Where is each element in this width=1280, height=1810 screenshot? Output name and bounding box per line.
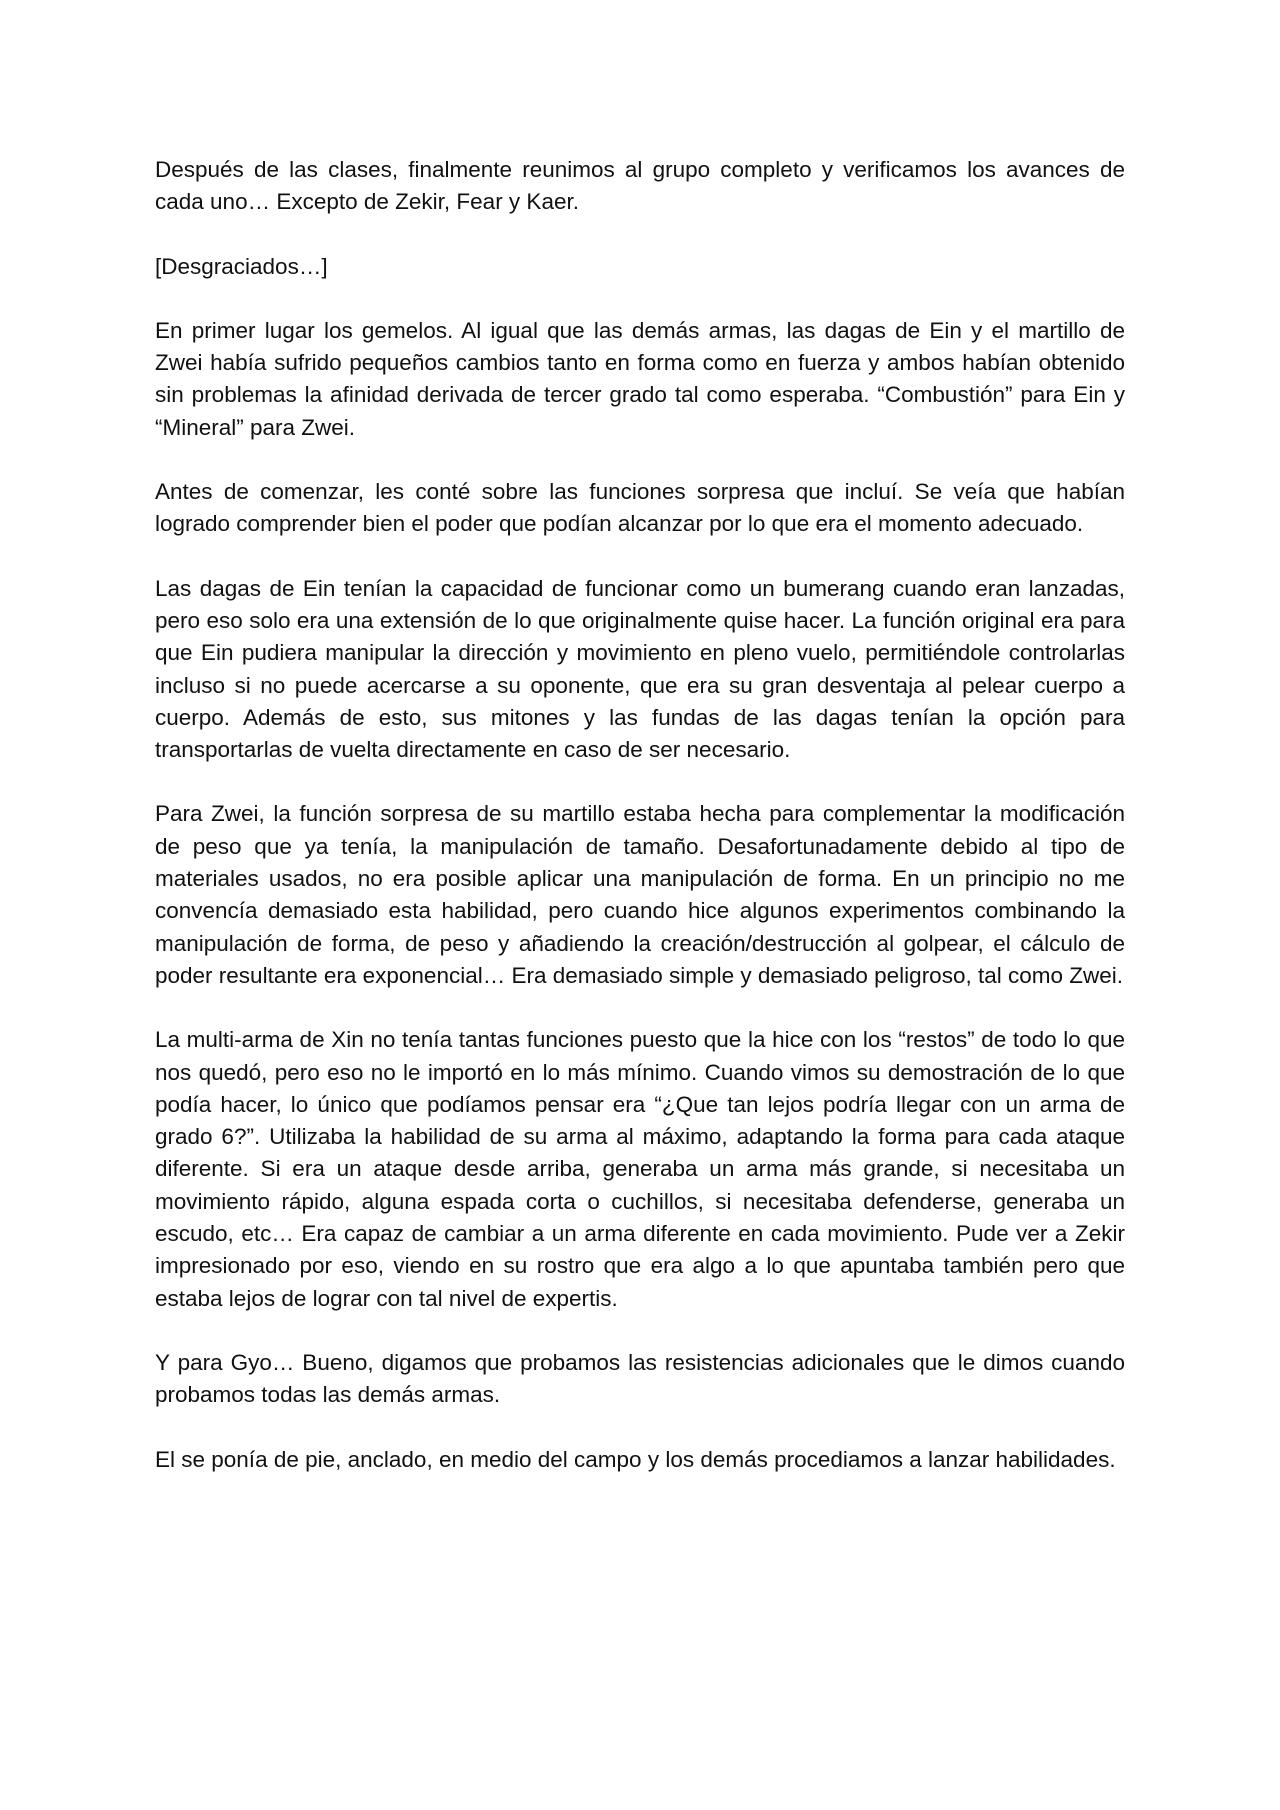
paragraph-9: El se ponía de pie, anclado, en medio del campo y los demás procediamos a lanzar habilidades. — [155, 1446, 1116, 1472]
paragraph-3: En primer lugar los gemelos. Al igual que las demás armas, las dagas de Ein y el martillo de Zwei había sufrido pequeños cambios tanto en forma como en fuerza y ambos habían obtenido sin problemas la afinidad derivada de tercer grado tal como esperaba. “Combustión” para Ein y “Mineral” para Zwei. — [155, 317, 1125, 440]
paragraph-6: Para Zwei, la función sorpresa de su martillo estaba hecha para complementar la modificación de peso que ya tenía, la manipulación de tamaño. Desafortunadamente debido al tipo de materiales usados, no era posible aplicar una manipulación de forma. En un principio no me convencía demasiado esta habilidad, pero cuando hice algunos experimentos combinando la manipulación de forma, de peso y añadiendo la creación/destrucción al golpear, el cálculo de poder resultante era exponencial… Era demasiado simple y demasiado peligroso, tal como Zwei. — [155, 801, 1125, 988]
paragraph-1: Después de las clases, finalmente reunimos al grupo completo y verificamos los avances de cada uno… Excepto de Zekir, Fear y Kaer. — [155, 157, 1125, 215]
paragraph-5: Las dagas de Ein tenían la capacidad de funcionar como un bumerang cuando eran lanzadas, pero eso solo era una extensión de lo que originalmente quise hacer. La función original era para que Ein pudiera manipular la dirección y movimiento en pleno vuelo, permitiéndole controlarlas incluso si no puede acercarse a su oponente, que era su gran desventaja al pelear cuerpo a cuerpo. Además de esto, sus mitones y las fundas de las dagas tenían la opción para transportarlas de vuelta directamente en caso de ser necesario. — [155, 575, 1125, 763]
paragraph-2: [Desgraciados…] — [155, 253, 328, 279]
paragraph-8: Y para Gyo… Bueno, digamos que probamos las resistencias adicionales que le dimos cuando probamos todas las demás armas. — [155, 1349, 1125, 1408]
paragraph-4: Antes de comenzar, les conté sobre las funciones sorpresa que incluí. Se veía que habían logrado comprender bien el poder que podían alcanzar por lo que era el momento adecuado. — [155, 479, 1125, 537]
document-page — [155, 0, 1125, 1508]
paragraph-7: La multi-arma de Xin no tenía tantas funciones puesto que la hice con los “restos” de todo lo que nos quedó, pero eso no le importó en lo más mínimo. Cuando vimos su demostración de lo que podía hacer, lo único que podíamos pensar era “¿Que tan lejos podría llegar con un arma de grado 6?”. Utilizaba la habilidad de su arma al máximo, adaptando la forma para cada ataque diferente. Si era un ataque desde arriba, generaba un arma más grande, si necesitaba un movimiento rápido, alguna espada corta o cuchillos, si necesitaba defenderse, generaba un escudo, etc… Era capaz de cambiar a un arma diferente en cada movimiento. Pude ver a Zekir impresionado por eso, viendo en su rostro que era algo a lo que apuntaba también pero que estaba lejos de lograr con tal nivel de expertis. — [155, 1027, 1125, 1311]
